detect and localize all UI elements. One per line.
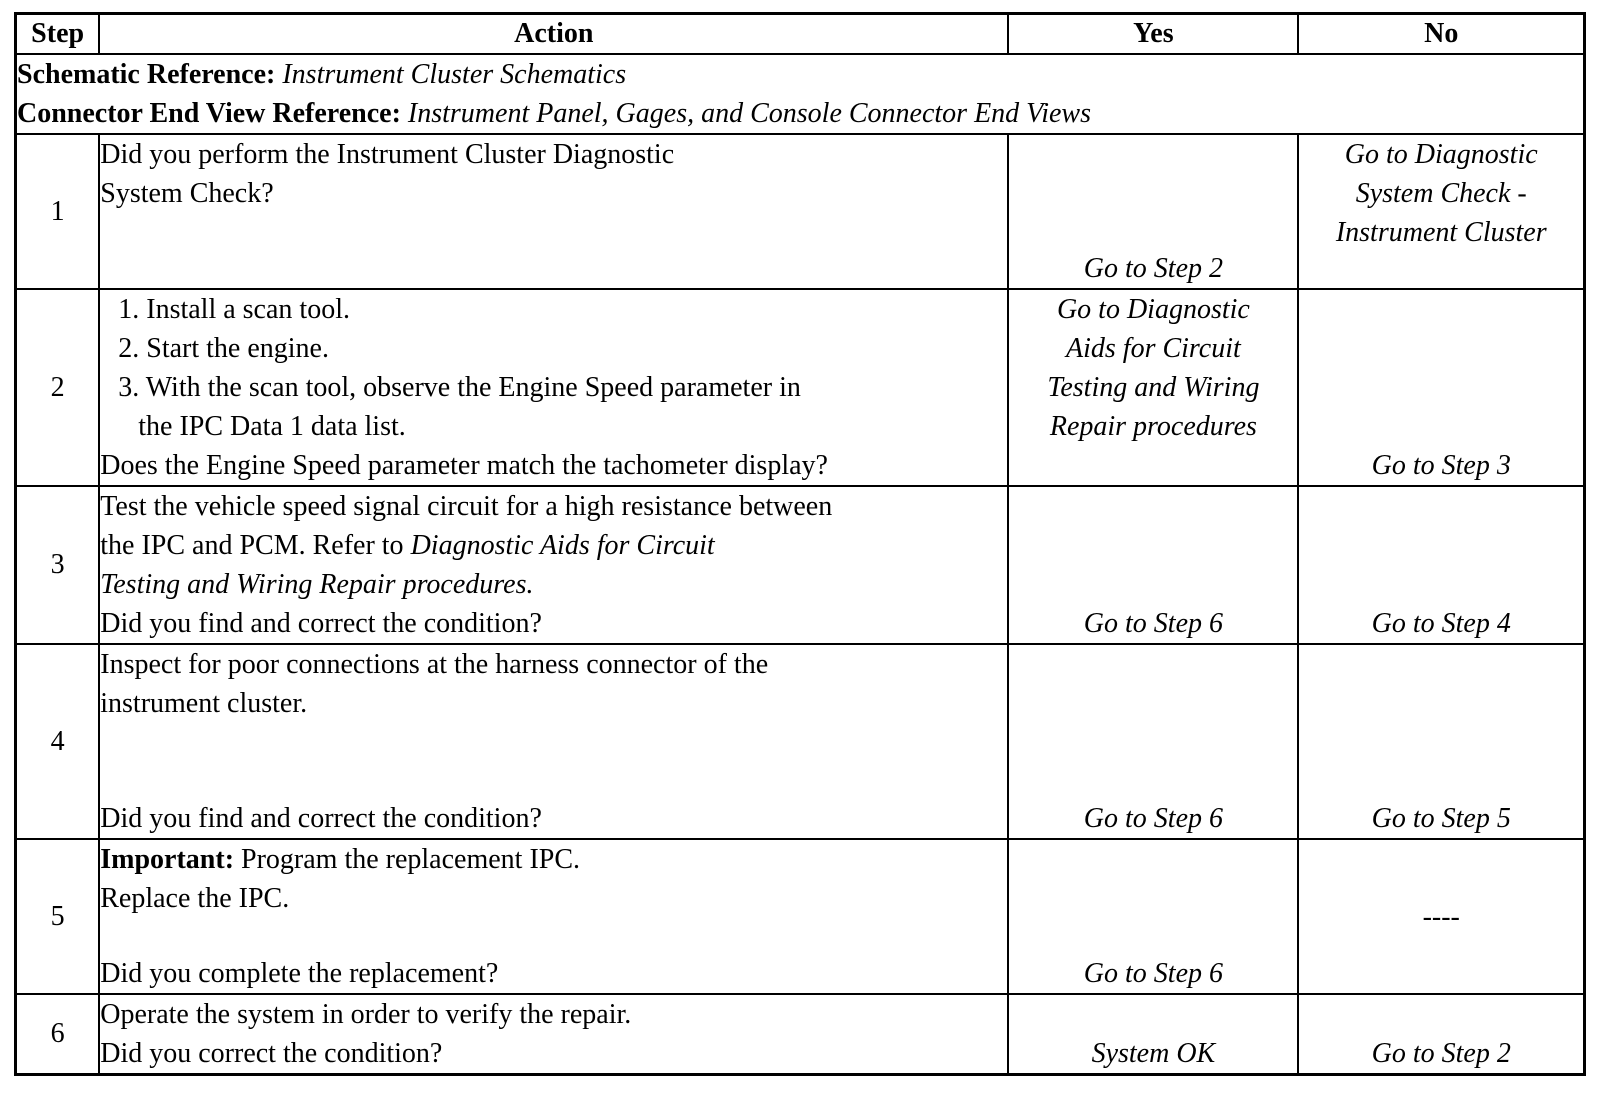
header-action: Action: [99, 14, 1008, 55]
step-number: 6: [16, 994, 100, 1075]
action-text-reference: Diagnostic Aids for Circuit: [410, 530, 715, 561]
step-action: [99, 486, 1008, 644]
important-note: [100, 840, 1007, 879]
connector-reference-value: Instrument Panel, Gages, and Console Connector End Views: [407, 98, 1091, 129]
no-result-line: System Check -: [1355, 178, 1527, 209]
yes-result-line: Repair procedures: [1049, 411, 1257, 442]
action-text: [100, 526, 1007, 565]
no-result: Go to Step 5: [1371, 803, 1511, 834]
header-row: [16, 14, 1585, 55]
action-text: System Check?: [100, 178, 274, 209]
action-list-item-continued: the IPC Data 1 data list.: [138, 411, 406, 442]
reference-row: [16, 54, 1585, 134]
diagnostic-table: [14, 12, 1586, 1076]
action-question: Does the Engine Speed parameter match the tachometer display?: [100, 450, 828, 481]
action-text: Operate the system in order to verify the repair.: [100, 999, 632, 1030]
important-text: Program the replacement IPC.: [234, 844, 581, 875]
step-yes: [1008, 994, 1298, 1075]
no-result: Go to Step 4: [1371, 608, 1511, 639]
action-text-plain: the IPC and PCM. Refer to: [100, 530, 411, 561]
yes-result-line: Go to Diagnostic: [1056, 294, 1250, 325]
table-row: [16, 644, 1585, 839]
yes-result-line: Testing and Wiring: [1047, 372, 1260, 403]
step-no: [1298, 839, 1584, 994]
step-yes: [1008, 289, 1298, 486]
step-number: 5: [16, 839, 100, 994]
schematic-reference-label: Schematic Reference:: [17, 59, 276, 90]
important-label: Important:: [100, 844, 235, 875]
action-text: instrument cluster.: [100, 688, 308, 719]
table-row: [16, 289, 1585, 486]
reference-cell: [16, 54, 1585, 134]
no-result: ----: [1422, 901, 1460, 932]
no-result: Go to Step 3: [1371, 450, 1511, 481]
connector-reference: [17, 94, 1583, 133]
step-action: [99, 134, 1008, 289]
no-result: [1299, 135, 1583, 252]
table-row: [16, 994, 1585, 1075]
action-question: Did you complete the replacement?: [100, 958, 499, 989]
step-action: [99, 839, 1008, 994]
action-text: Test the vehicle speed signal circuit for a high resistance between: [100, 491, 833, 522]
step-yes: [1008, 134, 1298, 289]
step-no: [1298, 644, 1584, 839]
action-text: Replace the IPC.: [100, 883, 290, 914]
yes-result: Go to Step 6: [1083, 958, 1224, 989]
step-action: [99, 289, 1008, 486]
step-no: [1298, 134, 1584, 289]
step-action: [99, 644, 1008, 839]
header-yes: Yes: [1008, 14, 1298, 55]
header-step: Step: [16, 14, 100, 55]
step-yes: [1008, 839, 1298, 994]
action-question: Did you find and correct the condition?: [100, 803, 542, 834]
yes-result-line: Aids for Circuit: [1066, 333, 1241, 364]
yes-result: Go to Step 6: [1083, 608, 1224, 639]
step-yes: [1008, 486, 1298, 644]
action-text: Did you perform the Instrument Cluster Diagnostic: [100, 139, 675, 170]
no-result-line: Go to Diagnostic: [1344, 139, 1538, 170]
yes-result: Go to Step 2: [1083, 253, 1224, 284]
schematic-reference-value: Instrument Cluster Schematics: [282, 59, 627, 90]
step-number: 1: [16, 134, 100, 289]
yes-result: System OK: [1091, 1038, 1216, 1069]
step-action: [99, 994, 1008, 1075]
action-question: Did you find and correct the condition?: [100, 608, 542, 639]
no-result: Go to Step 2: [1371, 1038, 1511, 1069]
action-text-reference: Testing and Wiring Repair procedures.: [100, 569, 534, 600]
step-no: [1298, 994, 1584, 1075]
step-no: [1298, 289, 1584, 486]
action-list-item: 3. With the scan tool, observe the Engine Speed parameter in: [118, 372, 801, 403]
step-number: 3: [16, 486, 100, 644]
action-question: Did you correct the condition?: [100, 1038, 443, 1069]
step-number: 2: [16, 289, 100, 486]
action-text: Inspect for poor connections at the harness connector of the: [100, 649, 769, 680]
no-result-line: Instrument Cluster: [1335, 217, 1547, 248]
step-number: 4: [16, 644, 100, 839]
action-list-item: 2. Start the engine.: [118, 333, 329, 364]
connector-reference-label: Connector End View Reference:: [17, 98, 401, 129]
step-no: [1298, 486, 1584, 644]
schematic-reference: [17, 55, 1583, 94]
yes-result: [1009, 290, 1297, 446]
action-text: [100, 565, 1007, 604]
yes-result: Go to Step 6: [1083, 803, 1224, 834]
table-row: [16, 486, 1585, 644]
table-row: [16, 134, 1585, 289]
step-yes: [1008, 644, 1298, 839]
table-row: [16, 839, 1585, 994]
header-no: No: [1298, 14, 1584, 55]
action-list-item: 1. Install a scan tool.: [118, 294, 350, 325]
